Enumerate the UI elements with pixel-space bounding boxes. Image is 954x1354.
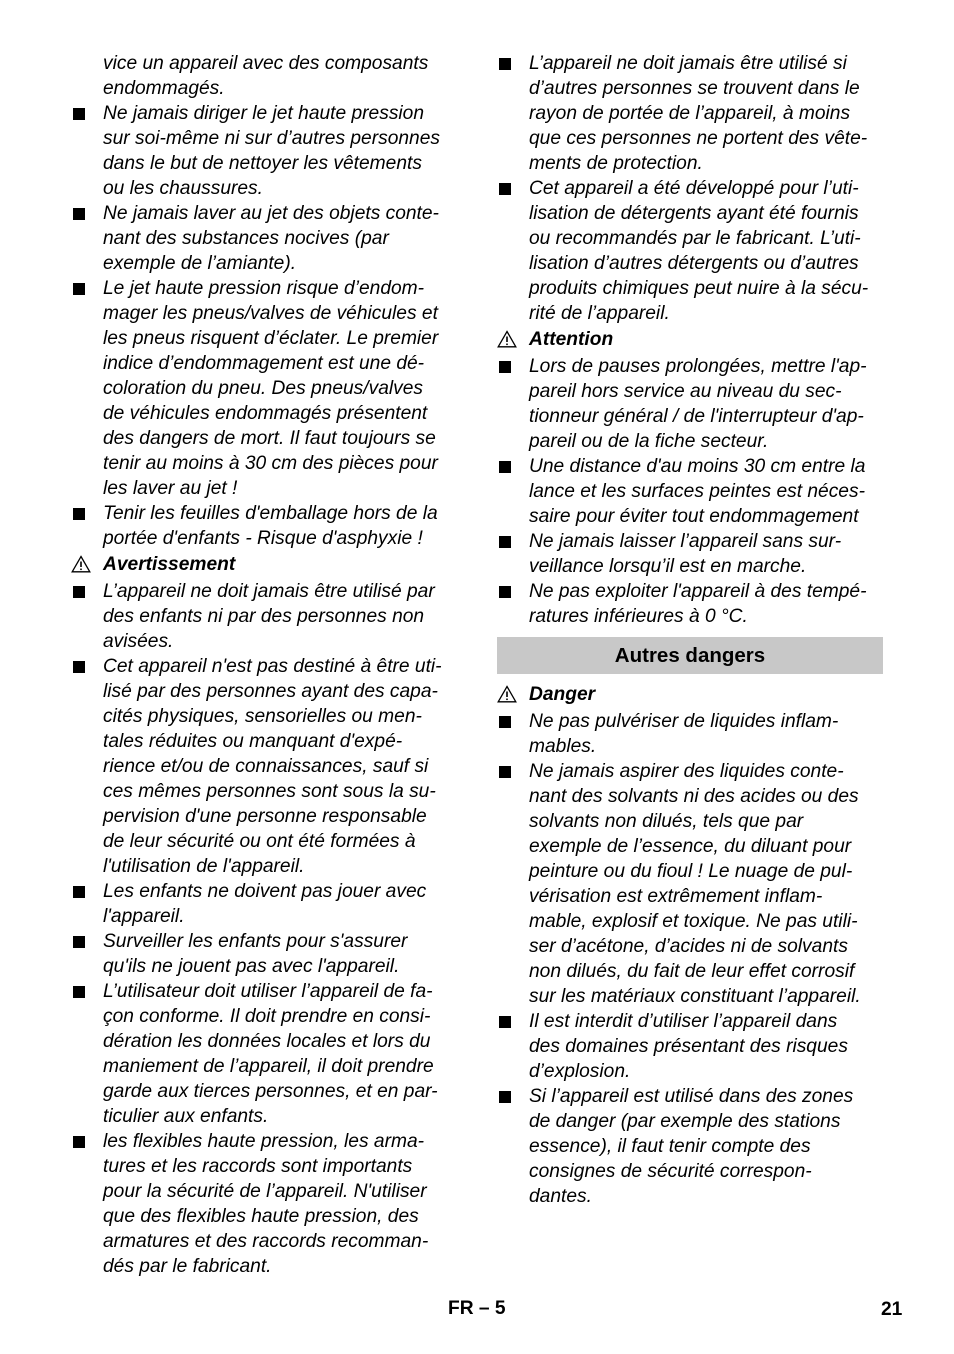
bullet-item	[71, 276, 461, 501]
text-line: vice un appareil avec des composants	[103, 53, 429, 74]
bullet-item	[71, 929, 461, 979]
text-line: dération les données locales et lors du	[103, 1031, 431, 1052]
text-line: de leur sécurité ou ont été formées à	[103, 831, 416, 852]
bullet-item	[497, 51, 887, 176]
text-line: ments de protection.	[529, 153, 703, 174]
text-line: sur les matériaux constituant l’appareil.	[529, 986, 861, 1007]
text-line: Ne jamais diriger le jet haute pression	[71, 101, 461, 126]
text-line: avisées.	[103, 631, 174, 652]
text-line: Tenir les feuilles d'emballage hors de la	[71, 501, 461, 526]
text-line: d’autres personnes se trouvent dans le	[529, 78, 860, 99]
warning-heading-label: Danger	[529, 684, 596, 705]
bullet-item	[497, 579, 887, 629]
text-line: dés par le fabricant.	[103, 1256, 272, 1277]
text-line: çon conforme. Il doit prendre en consi-	[103, 1006, 431, 1027]
bullet-item	[71, 879, 461, 929]
text-line: d’explosion.	[529, 1061, 631, 1082]
text-line: veillance lorsqu’il est en marche.	[529, 556, 807, 577]
text-line: sur soi-même ni sur d’autres personnes	[103, 128, 440, 149]
warning-triangle-icon	[71, 555, 91, 573]
footer-page-number: 21	[881, 1299, 903, 1320]
text-line: L’appareil ne doit jamais être utilisé si	[497, 51, 887, 76]
text-line: Le jet haute pression risque d’endom-	[71, 276, 461, 301]
text-line: les pneus risquent d’éclater. Le premier	[103, 328, 439, 349]
text-line: Il est interdit d’utiliser l’appareil dans	[497, 1009, 887, 1034]
text-line: L’appareil ne doit jamais être utilisé par	[71, 579, 461, 604]
text-line: solvants non dilués, tels que par	[529, 811, 804, 832]
text-line: tures et les raccords sont importants	[103, 1156, 413, 1177]
section-heading: Autres dangers	[497, 637, 883, 674]
text-line: portée d'enfants - Risque d'asphyxie !	[103, 528, 423, 549]
text-line: Cet appareil a été développé pour l’uti-	[497, 176, 887, 201]
text-line: qu'ils ne jouent pas avec l'appareil.	[103, 956, 400, 977]
text-line: lance et les surfaces peintes est néces-	[529, 481, 865, 502]
text-line: peinture ou du fioul ! Le nuage de pul-	[529, 861, 853, 882]
footer-section-label: FR – 5	[448, 1298, 506, 1319]
bullet-item	[497, 1009, 887, 1084]
text-line: Les enfants ne doivent pas jouer avec	[71, 879, 461, 904]
bullet-item	[497, 529, 887, 579]
text-line: les flexibles haute pression, les arma-	[71, 1129, 461, 1154]
text-line: que ces personnes ne portent des vête-	[529, 128, 868, 149]
warning-triangle-icon	[497, 330, 517, 348]
text-line: de danger (par exemple des stations	[529, 1111, 841, 1132]
text-line: saire pour éviter tout endommagement	[529, 506, 859, 527]
text-line: des domaines présentant des risques	[529, 1036, 848, 1057]
text-line: ou les chaussures.	[103, 178, 263, 199]
text-line: nant des substances nocives (par	[103, 228, 389, 249]
warning-heading	[71, 552, 461, 579]
text-line: tales réduites ou manquant d'expé-	[103, 731, 403, 752]
text-line: nant des solvants ni des acides ou des	[529, 786, 859, 807]
right-column	[497, 51, 887, 1209]
text-line: les laver au jet !	[103, 478, 238, 499]
text-line: pervision d'une personne responsable	[103, 806, 427, 827]
warning-heading-label: Attention	[529, 329, 614, 350]
text-line: ces mêmes personnes sont sous la su-	[103, 781, 436, 802]
text-line: lisé par des personnes ayant des capa-	[103, 681, 438, 702]
text-line: lisation de détergents ayant été fournis	[529, 203, 859, 224]
text-line: rité de l’appareil.	[529, 303, 670, 324]
bullet-item	[71, 654, 461, 879]
text-line: que des flexibles haute pression, des	[103, 1206, 419, 1227]
bullet-item	[71, 501, 461, 551]
text-line: maniement de l’appareil, il doit prendre	[103, 1056, 434, 1077]
text-line: mager les pneus/valves de véhicules et	[103, 303, 438, 324]
text-line: pareil ou de la fiche secteur.	[529, 431, 769, 452]
bullet-item	[497, 709, 887, 759]
text-line: armatures et des raccords recomman-	[103, 1231, 429, 1252]
text-line: de véhicules endommagés présentent	[103, 403, 428, 424]
text-line: endommagés.	[103, 78, 225, 99]
text-line: l'utilisation de l'appareil.	[103, 856, 305, 877]
text-line: Surveiller les enfants pour s'assurer	[71, 929, 461, 954]
warning-heading-label: Avertissement	[103, 554, 236, 575]
text-line: dans le but de nettoyer les vêtements	[103, 153, 422, 174]
bullet-item	[71, 1129, 461, 1279]
text-line: Ne jamais laisser l’appareil sans sur-	[497, 529, 887, 554]
bullet-item	[497, 176, 887, 326]
warning-triangle-icon	[497, 685, 517, 703]
text-line: exemple de l’essence, du diluant pour	[529, 836, 852, 857]
text-line: ratures inférieures à 0 °C.	[529, 606, 748, 627]
text-line: vérisation est extrêmement inflam-	[529, 886, 823, 907]
text-line: ou recommandés par le fabricant. L’uti-	[529, 228, 861, 249]
bullet-item	[71, 579, 461, 654]
text-line: Ne pas exploiter l'appareil à des tempé-	[497, 579, 887, 604]
text-line: pour la sécurité de l’appareil. N'utiliser	[103, 1181, 427, 1202]
bullet-item	[71, 979, 461, 1129]
text-line: des enfants ni par des personnes non	[103, 606, 425, 627]
text-line: Ne jamais aspirer des liquides conte-	[497, 759, 887, 784]
text-line: Lors de pauses prolongées, mettre l'ap-	[497, 354, 887, 379]
text-line: exemple de l’amiante).	[103, 253, 297, 274]
text-line: coloration du pneu. Des pneus/valves	[103, 378, 423, 399]
text-line: rience et/ou de connaissances, sauf si	[103, 756, 429, 777]
text-line: consignes de sécurité correspon-	[529, 1161, 812, 1182]
text-line: ser d’acétone, d’acides ni de solvants	[529, 936, 848, 957]
bullet-item	[71, 101, 461, 201]
warning-heading	[497, 682, 887, 709]
text-line: Cet appareil n'est pas destiné à être uti-	[71, 654, 461, 679]
text-line: garde aux tierces personnes, et en par-	[103, 1081, 438, 1102]
text-line: pareil hors service au niveau du sec-	[529, 381, 842, 402]
text-line: tenir au moins à 30 cm des pièces pour	[103, 453, 438, 474]
text-line: cités physiques, sensorielles ou men-	[103, 706, 422, 727]
text-line: rayon de portée de l’appareil, à moins	[529, 103, 851, 124]
left-column	[71, 51, 461, 1279]
text-line: mable, explosif et toxique. Ne pas utili-	[529, 911, 858, 932]
text-line: des dangers de mort. Il faut toujours se	[103, 428, 436, 449]
text-line: non dilués, du fait de leur effet corrosif	[529, 961, 855, 982]
bullet-item	[497, 454, 887, 529]
text-line: ticulier aux enfants.	[103, 1106, 269, 1127]
bullet-item	[497, 759, 887, 1009]
text-line: Une distance d'au moins 30 cm entre la	[497, 454, 887, 479]
bullet-item	[497, 354, 887, 454]
continued-paragraph	[71, 51, 461, 101]
text-line: tionneur général / de l'interrupteur d'ap-	[529, 406, 864, 427]
text-line: Ne jamais laver au jet des objets conte-	[71, 201, 461, 226]
text-line: l'appareil.	[103, 906, 185, 927]
text-line: indice d’endommagement est une dé-	[103, 353, 425, 374]
text-line: dantes.	[529, 1186, 592, 1207]
text-line: essence), il faut tenir compte des	[529, 1136, 811, 1157]
text-line: Ne pas pulvériser de liquides inflam-	[497, 709, 887, 734]
text-line: L’utilisateur doit utiliser l’appareil de fa-	[71, 979, 461, 1004]
warning-heading	[497, 327, 887, 354]
bullet-item	[497, 1084, 887, 1209]
text-line: Si l’appareil est utilisé dans des zones	[497, 1084, 887, 1109]
text-line: lisation d’autres détergents ou d’autres	[529, 253, 859, 274]
bullet-item	[71, 201, 461, 276]
text-line: produits chimiques peut nuire à la sécu-	[529, 278, 869, 299]
text-line: mables.	[529, 736, 597, 757]
